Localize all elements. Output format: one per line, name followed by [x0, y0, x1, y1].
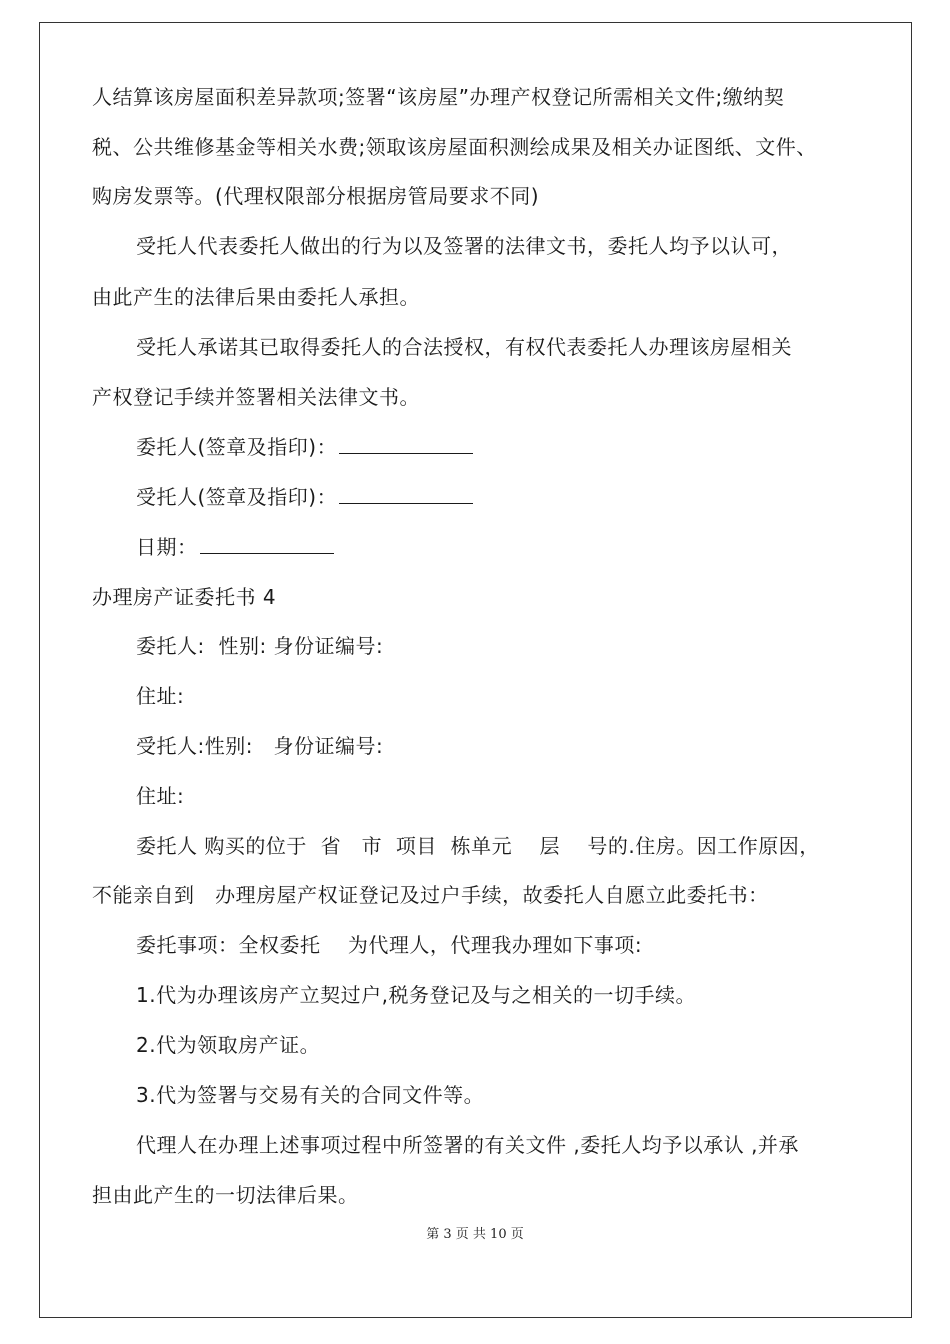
- body-line: 委托人 购买的位于 省 市 项目 栋单元 层 号的.住房。因工作原因，: [136, 834, 820, 858]
- date-blank: [200, 535, 334, 554]
- body-line: 代理人在办理上述事项过程中所签署的有关文件 ,委托人均予以承认 ,并承: [136, 1133, 799, 1157]
- body-line: 受托人承诺其已取得委托人的合法授权，有权代表委托人办理该房屋相关: [136, 335, 792, 359]
- list-item: 3.代为签署与交易有关的合同文件等。: [136, 1083, 485, 1107]
- signature-label: 委托人(签章及指印)：: [136, 435, 338, 459]
- signature-blank: [339, 485, 473, 504]
- signature-blank: [339, 435, 473, 454]
- list-item: 1.代为办理该房产立契过户,税务登记及与之相关的一切手续。: [136, 983, 696, 1007]
- body-line: 住址:: [136, 784, 185, 808]
- signature-label: 受托人(签章及指印)：: [136, 485, 338, 509]
- signature-line-principal: [136, 434, 473, 460]
- date-label: 日期：: [136, 535, 198, 559]
- page-border: [39, 22, 912, 1318]
- body-line: 不能亲自到 办理房屋产权证登记及过户手续，故委托人自愿立此委托书：: [92, 883, 769, 907]
- body-line: 担由此产生的一切法律后果。: [92, 1183, 359, 1207]
- body-line: 受托人代表委托人做出的行为以及签署的法律文书，委托人均予以认可，: [136, 234, 792, 258]
- body-line: 税、公共维修基金等相关水费;领取该房屋面积测绘成果及相关办证图纸、文件、: [92, 135, 817, 159]
- body-line: 由此产生的法律后果由委托人承担。: [92, 285, 420, 309]
- list-item: 2.代为领取房产证。: [136, 1033, 321, 1057]
- body-line: 产权登记手续并签署相关法律文书。: [92, 385, 420, 409]
- page-number: 第 3 页 共 10 页: [426, 1227, 524, 1242]
- body-line: 委托人: 性别: 身份证编号:: [136, 634, 384, 658]
- body-line: 住址:: [136, 684, 185, 708]
- date-line: [136, 534, 334, 560]
- body-line: 委托事项：全权委托 为代理人，代理我办理如下事项:: [136, 933, 643, 957]
- body-line: 人结算该房屋面积差异款项;签署“该房屋”办理产权登记所需相关文件;缴纳契: [92, 85, 785, 109]
- body-line: 购房发票等。(代理权限部分根据房管局要求不同): [92, 184, 540, 208]
- signature-line-agent: [136, 484, 473, 510]
- body-line: 受托人:性别: 身份证编号:: [136, 734, 384, 758]
- section-heading: 办理房产证委托书 4: [92, 585, 277, 609]
